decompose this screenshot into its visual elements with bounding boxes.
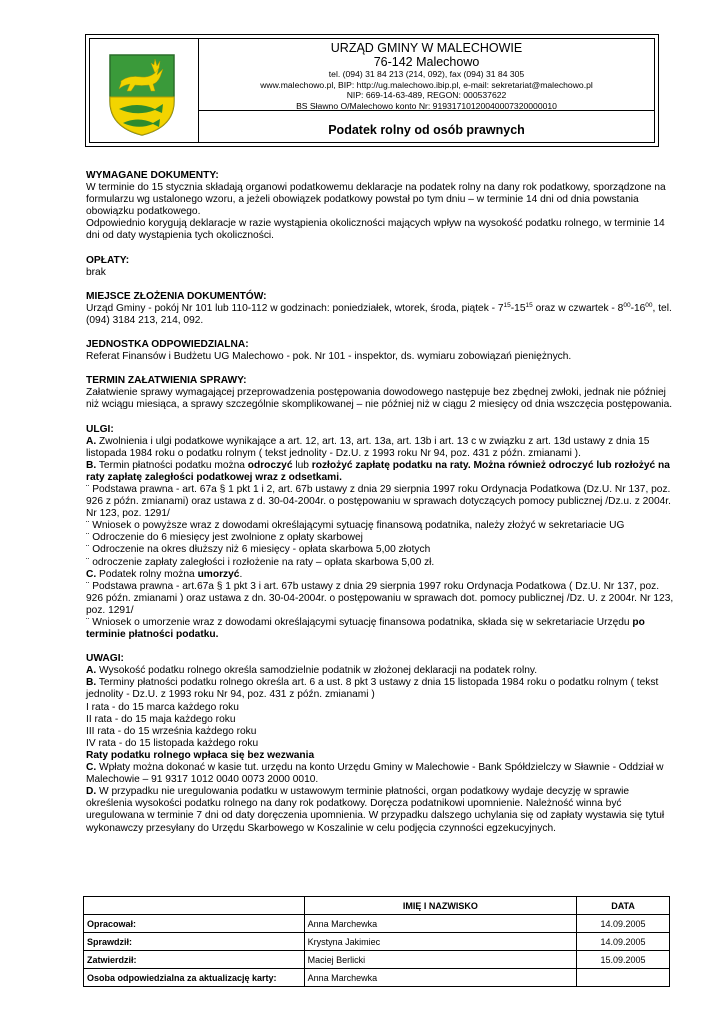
section-jednostka (86, 339, 676, 363)
section-heading: ULGI: (86, 423, 114, 435)
text: Wpłaty można dokonać w kasie tut. urzędu na konto Urzędu Gminy w Malechowie - Bank Spółdzielczy w Sławnie - Oddział w Malechowie – 91 9317 1012 0040 0073 2000 0010. (86, 762, 664, 786)
paragraph (86, 303, 676, 327)
text-bold: rozłożyć zapłatę podatku na raty. Można również odroczyć lub rozłożyć na raty zapłatę zaległości podatkowej wraz z odsetkami. (86, 459, 670, 483)
paragraph: brak (86, 266, 106, 278)
header-frame (89, 38, 655, 143)
sup: 15 (525, 301, 533, 309)
row-label: Opracował: (84, 915, 305, 933)
list-item: ¨ odroczenie zapłaty zaległości i rozłożenie na raty – opłata skarbowa 5,00 zł. (86, 556, 435, 568)
table-header-cell: IMIĘ I NAZWISKO (304, 897, 576, 915)
paragraph (86, 460, 676, 484)
section-miejsce (86, 291, 676, 327)
row-name: Anna Marchewka (304, 915, 576, 933)
org-bank: BS Sławno O/Malechowo konto Nr: 91931710120040007320000010 (296, 100, 557, 111)
row-name: Maciej Berlicki (304, 951, 576, 969)
item-label: A. (86, 665, 97, 677)
table-row (84, 969, 670, 987)
text: -15 (510, 302, 526, 314)
document-title: Podatek rolny od osób prawnych (328, 123, 525, 137)
item-label: B. (86, 459, 97, 471)
approval-table (83, 896, 670, 987)
list-item: ¨ Odroczenie do 6 miesięcy jest zwolnione z opłaty skarbowej (86, 532, 363, 544)
item-label: A. (86, 435, 97, 447)
paragraph (86, 677, 676, 701)
section-ulgi (86, 424, 676, 642)
list-item: ¨ Odroczenie na okres dłuższy niż 6 miesięcy - opłata skarbowa 5,00 złotych (86, 544, 431, 556)
row-date: 14.09.2005 (577, 915, 670, 933)
text: Wysokość podatku rolnego określa samodzielnie podatnik w złożonej deklaracji na podatek rolny. (96, 665, 538, 677)
sup: 00 (623, 301, 631, 309)
section-dokumenty (86, 170, 676, 243)
text: Urząd Gminy - pokój Nr 101 lub 110-112 w godzinach: poniedziałek, wtorek, środa, piątek - 7 (86, 302, 504, 314)
row-name: Krystyna Jakimiec (304, 933, 576, 951)
text: , tel. (094) 3184 213, 214, 092. (86, 302, 672, 326)
table-header-cell (84, 897, 305, 915)
paragraph: Załatwienie sprawy wymagającej przeprowadzenia postępowania dowodowego następuje bez zbędnej zwłoki, jednak nie później niż wciągu miesiąca, a sprawy szczególnie skomplikowanej – nie później niż w ciągu 2 miesięcy od dnia wszczęcia postępowania. (86, 387, 673, 411)
org-phone: tel. (094) 31 84 213 (214, 092), fax (094) 31 84 305 (328, 69, 525, 79)
section-heading: WYMAGANE DOKUMENTY: (86, 170, 219, 181)
document-header (85, 34, 659, 147)
org-nip: NIP: 669-14-63-489, REGON: 000537622 (346, 90, 507, 100)
section-termin (86, 375, 676, 411)
sup: 00 (645, 301, 653, 309)
title-cell (199, 111, 654, 142)
section-heading: OPŁATY: (86, 254, 130, 266)
row-label: Zatwierdził: (84, 951, 305, 969)
row-date (577, 969, 670, 987)
paragraph (86, 762, 676, 786)
text: ¨ Wniosek o umorzenie wraz z dowodami określającymi sytuację finansowa podatnika, składa się w sekretariacie Urzędu (86, 617, 633, 628)
paragraph (86, 786, 676, 834)
section-heading: MIEJSCE ZŁOŻENIA DOKUMENTÓW: (86, 290, 267, 302)
list-item: ¨ Podstawa prawna - art. 67a § 1 pkt 1 i 2, art. 67b ustawy z dnia 29 sierpnia 1997 roku Ordynacja Podatkowa (Dz.U. Nr 137, poz. 926 z późn. zmianami) oraz ustawa z d. 30-04-2004r. o postępowaniu w sprawach dotyczących pomocy publicznej /Dz.u. z 2004r. Nr 123, poz. 1291/ (86, 483, 671, 520)
list-item: ¨ Podstawa prawna - art.67a § 1 pkt 3 i art. 67b ustawy z dnia 29 sierpnia 1997 roku Ordynacja Podatkowa ( Dz.U. Nr 137, poz. 926 późn. zmianami ) oraz ustawa z dn. 30-04-2004r. o postępowaniu w sprawach dot. pomocy publicznej /Dz. U. z 2004r. Nr 123, poz. 1291/ (86, 580, 674, 616)
list-item: ¨ Wniosek o powyższe wraz z dowodami określającymi sytuację finansową podatnika, należy złożyć w sekretariacie UG (86, 520, 625, 532)
section-oplaty (86, 255, 676, 279)
table-row (84, 933, 670, 951)
org-name: URZĄD GMINY W MALECHOWIE (330, 41, 523, 55)
row-label: Osoba odpowiedzialna za aktualizację karty: (84, 969, 305, 987)
paragraph: Odpowiednio korygują deklaracje w razie wystąpienia okoliczności mających wpływ na wysokość podatku rolnego, w terminie 14 dni od daty wystąpienia tych okoliczności. (86, 218, 665, 242)
row-name: Anna Marchewka (304, 969, 576, 987)
section-heading: TERMIN ZAŁATWIENIA SPRAWY: (86, 375, 247, 387)
list-item: III rata - do 15 września każdego roku (86, 725, 257, 737)
list-item: IV rata - do 15 listopada każdego roku (86, 737, 259, 749)
table-row (84, 951, 670, 969)
row-date: 15.09.2005 (577, 951, 670, 969)
table-header-row (84, 897, 670, 915)
paragraph (86, 436, 676, 460)
text: . (239, 568, 243, 580)
item-label: B. (86, 677, 97, 689)
item-label: C. (86, 568, 97, 580)
text: Zwolnienia i ulgi podatkowe wynikające a art. 12, art. 13, art. 13a, art. 13b i art. 13 c w związku z art. 13d ustawy z dnia 15 listopada 1984 roku o podatku rolnym ( tekst jednolity - Dz.U. z 1993 roku Nr 94, poz. 431 z późn. zmianami ). (86, 435, 650, 459)
text-bold: umorzyć (197, 568, 240, 580)
coat-of-arms-icon (107, 53, 177, 137)
text: -16 (630, 302, 646, 314)
table-header-cell: DATA (577, 897, 670, 915)
text: oraz w czwartek - 8 (532, 302, 624, 314)
row-label: Sprawdził: (84, 933, 305, 951)
section-heading: JEDNOSTKA ODPOWIEDZIALNA: (86, 339, 249, 351)
text: lub (292, 459, 312, 471)
paragraph: W terminie do 15 stycznia składają organowi podatkowemu deklaracje na podatek rolny na dany rok podatkowy, sporządzone na formularzu wg ustalonego wzoru, a jeżeli obowiązek podatkowy powstał po tym dniu – w terminie 14 dni od dnia powstania obowiązku podatkowego. (86, 182, 666, 218)
row-date: 14.09.2005 (577, 933, 670, 951)
document-body (86, 170, 676, 835)
text-bold: odroczyć (247, 459, 293, 471)
logo-cell (90, 39, 199, 142)
paragraph-bold: Raty podatku rolnego wpłaca się bez wezwania (86, 749, 315, 761)
section-uwagi (86, 653, 676, 834)
table-row (84, 915, 670, 933)
organization-info (199, 39, 654, 111)
list-item: II rata - do 15 maja każdego roku (86, 713, 236, 725)
text: Podatek rolny można (96, 568, 198, 580)
paragraph (86, 569, 676, 581)
list-item (86, 617, 676, 641)
text: Terminy płatności podatku rolnego określa art. 6 a ust. 8 pkt 3 ustawy z dnia 15 listopada 1984 roku o podatku rolnym ( tekst jednolity - Dz.U. z 1993 roku Nr 94, poz. 431 z późn. zmianami ) (86, 677, 659, 701)
org-web: www.malechowo.pl, BIP: http://ug.malechowo.ibip.pl, e-mail: sekretariat@malechowo.pl (260, 79, 593, 90)
org-city: 76-142 Malechowo (373, 55, 480, 69)
sup: 15 (503, 301, 511, 309)
section-heading: UWAGI: (86, 653, 124, 665)
item-label: D. (86, 786, 97, 798)
list-item: I rata - do 15 marca każdego roku (86, 701, 239, 713)
paragraph (86, 665, 676, 677)
text: W przypadku nie uregulowania podatku w ustawowym terminie płatności, organ podatkowy wydaje decyzję w sprawie określenia wysokości podatku rolnego na dany rok podatkowy. Doręcza podatnikowi upomnienie. Należność winna być uregulowana w terminie 7 dni od daty doręczenia upomnienia. W przypadku dalszego uchylania się od zapłaty wystawia się tytuł wykonawczy przesyłany do Urzędu Skarbowego w Koszalinie w celu podjęcia czynności egzekucyjnych. (86, 786, 665, 834)
text-bold: po terminie płatności podatku. (86, 617, 645, 641)
paragraph: Referat Finansów i Budżetu UG Malechowo - pok. Nr 101 - inspektor, ds. wymiaru zobowiązań pieniężnych. (86, 351, 572, 363)
item-label: C. (86, 762, 97, 774)
text: Termin płatności podatku można (96, 459, 248, 471)
